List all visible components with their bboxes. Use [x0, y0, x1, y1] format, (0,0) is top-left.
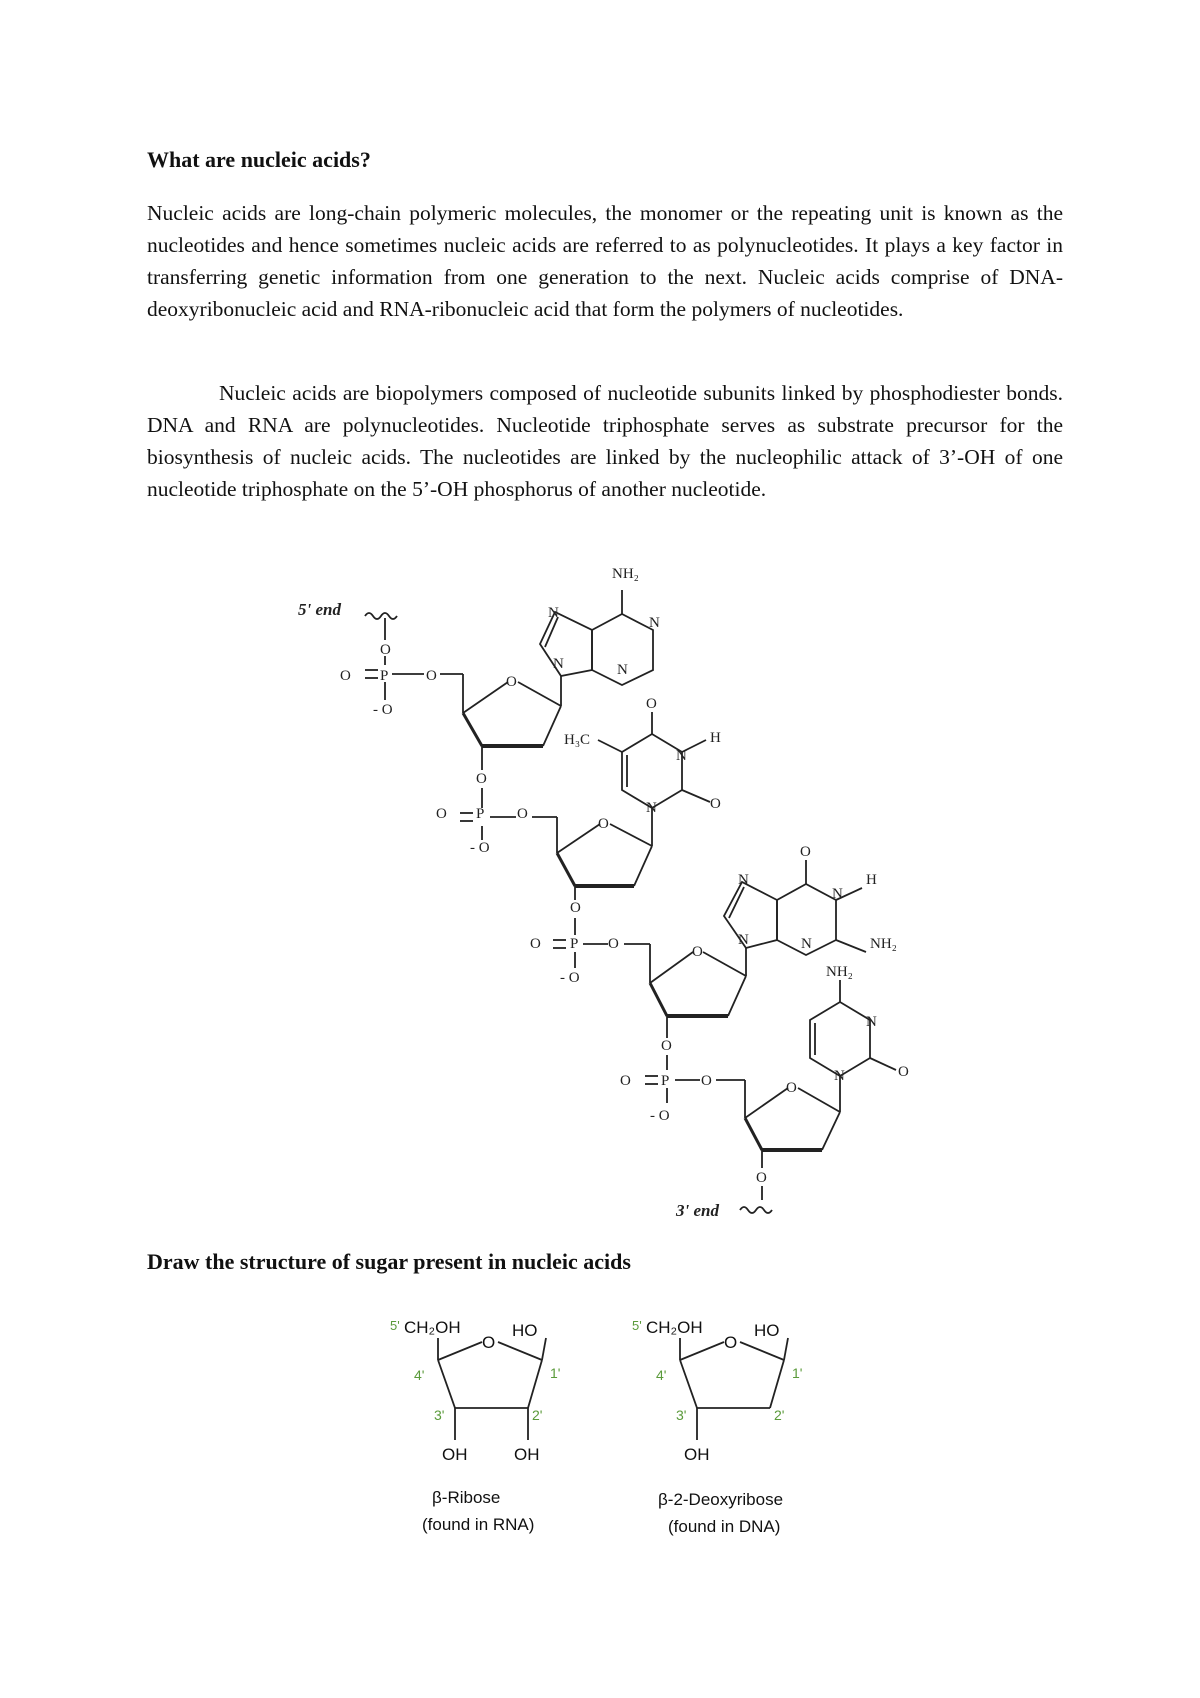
svg-text:N: N	[649, 615, 660, 631]
svg-text:O: O	[570, 900, 581, 916]
svg-text:O: O	[710, 796, 721, 812]
section-heading-nucleic-acids: What are nucleic acids?	[147, 147, 371, 172]
svg-text:4': 4'	[414, 1367, 425, 1383]
svg-text:P: P	[476, 806, 485, 822]
svg-text:2': 2'	[774, 1407, 785, 1423]
svg-text:5': 5'	[390, 1318, 400, 1333]
svg-text:N: N	[646, 800, 657, 816]
svg-text:N: N	[553, 656, 564, 672]
svg-text:- O: - O	[373, 702, 393, 718]
svg-text:O: O	[476, 771, 487, 787]
svg-text:O: O	[692, 944, 703, 960]
svg-text:OH: OH	[684, 1445, 710, 1464]
ribose-structure	[370, 1300, 610, 1560]
svg-text:N: N	[548, 605, 559, 621]
svg-text:P: P	[570, 936, 579, 952]
svg-text:4': 4'	[656, 1367, 667, 1383]
svg-text:OH: OH	[514, 1445, 540, 1464]
svg-text:O: O	[506, 674, 517, 690]
deoxyribose-name: β-2-Deoxyribose	[658, 1490, 784, 1509]
five-prime-end-label: 5' end	[298, 600, 341, 619]
section-heading-sugar-structure: Draw the structure of sugar present in nucleic acids	[147, 1249, 631, 1274]
svg-text:5': 5'	[632, 1318, 642, 1333]
ribose-name: β-Ribose	[432, 1488, 501, 1507]
svg-text:O: O	[646, 696, 657, 712]
svg-text:N: N	[834, 1068, 845, 1084]
deoxyribose-note: (found in DNA)	[668, 1517, 781, 1536]
svg-text:O: O	[380, 642, 391, 658]
svg-text:H: H	[710, 730, 721, 746]
svg-text:O: O	[340, 668, 351, 684]
svg-text:CH₂OH: CH₂OH	[646, 1318, 703, 1337]
svg-text:N: N	[832, 886, 843, 902]
svg-text:2': 2'	[532, 1407, 543, 1423]
ribose-note: (found in RNA)	[422, 1515, 535, 1534]
svg-text:O: O	[608, 936, 619, 952]
svg-text:P: P	[380, 668, 389, 684]
paragraph-biopolymers: Nucleic acids are biopolymers composed of nucleotide subunits linked by phosphodiester bonds. DNA and RNA are polynucleotides. Nucleotide triphosphate serves as substrate precursor for the biosynthesis of nucleic acids. The nucleotides are linked by the nucleophilic attack of 3’-OH of one nucleotide triphosphate on the 5’-OH phosphorus of another nucleotide.	[147, 381, 1063, 501]
svg-text:O: O	[620, 1073, 631, 1089]
svg-text:O: O	[436, 806, 447, 822]
svg-text:3': 3'	[434, 1407, 445, 1423]
svg-text:N: N	[801, 936, 812, 952]
svg-text:N: N	[738, 932, 749, 948]
svg-text:HO: HO	[512, 1321, 538, 1340]
svg-text:O: O	[661, 1038, 672, 1054]
svg-text:O: O	[898, 1064, 909, 1080]
svg-text:- O: - O	[470, 840, 490, 856]
svg-text:OH: OH	[442, 1445, 468, 1464]
svg-text:HO: HO	[754, 1321, 780, 1340]
svg-text:1': 1'	[792, 1365, 803, 1381]
svg-text:N: N	[676, 748, 687, 764]
svg-text:NH₂: NH₂	[870, 936, 897, 952]
svg-text:3': 3'	[676, 1407, 687, 1423]
svg-text:N: N	[866, 1014, 877, 1030]
three-prime-end-label: 3' end	[676, 1201, 719, 1220]
svg-text:O: O	[517, 806, 528, 822]
svg-text:O: O	[426, 668, 437, 684]
svg-text:O: O	[482, 1333, 496, 1352]
svg-text:H: H	[866, 872, 877, 888]
svg-text:N: N	[738, 872, 749, 888]
svg-text:H₃C: H₃C	[564, 732, 591, 748]
svg-text:O: O	[756, 1170, 767, 1186]
svg-text:O: O	[800, 844, 811, 860]
svg-text:O: O	[724, 1333, 738, 1352]
svg-text:1': 1'	[550, 1365, 561, 1381]
svg-text:O: O	[786, 1080, 797, 1096]
svg-text:- O: - O	[650, 1108, 670, 1124]
svg-text:O: O	[530, 936, 541, 952]
svg-text:O: O	[701, 1073, 712, 1089]
deoxyribose-structure	[612, 1300, 852, 1560]
svg-text:CH₂OH: CH₂OH	[404, 1318, 461, 1337]
svg-text:- O: - O	[560, 970, 580, 986]
svg-text:NH₂: NH₂	[612, 566, 639, 582]
paragraph-definition: Nucleic acids are long-chain polymeric molecules, the monomer or the repeating unit is known as the nucleotides and hence sometimes nucleic acids are referred to as polynucleotides. It plays a key factor in transferring genetic information from one generation to the next. Nucleic acids comprise of DNA-deoxyribonucleic acid and RNA-ribonucleic acid that form the polymers of nucleotides.	[147, 201, 1063, 321]
svg-text:N: N	[617, 662, 628, 678]
svg-text:P: P	[661, 1073, 670, 1089]
dna-strand-figure	[0, 540, 1200, 1230]
svg-text:O: O	[598, 816, 609, 832]
svg-text:NH₂: NH₂	[826, 964, 853, 980]
